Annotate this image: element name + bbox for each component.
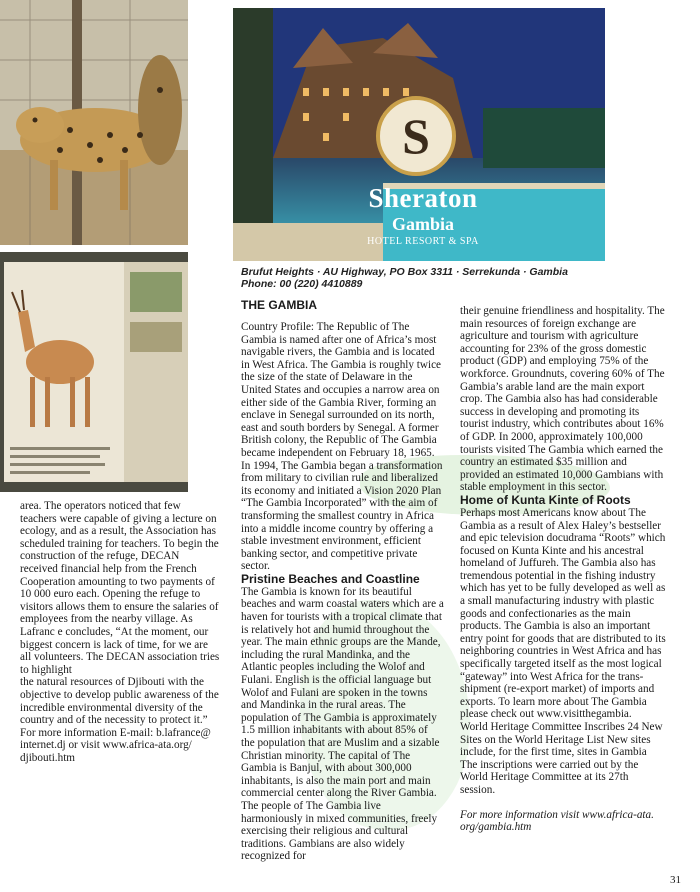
beaches-text: The Gambia is known for its beautiful beaches and warm coastal waters which are a haven for tourists with a tropical climate that is relatively hot and humid throughout the year. The main ethnic groups are the Mande, including the rural Mandinka, and the Atlantic peoples including the Wolof and Fulani. English is the official language but Wolof and Fulani are spoken in the towns and Mandinka in the rural areas. The population of The Gambia is approximately 1.5 million inhabitants with about 85% of the population that are Muslim and a sizable Christian minority. The capital of The Gambia is Banjul, with about 300,000 inhabitants, is also the main port and main commercial center along the River Gambia. The people of The Gambia live harmoniously in mixed communities, freely exercising their religious and cultural traditions. Gambians are also widely recognized for (241, 585, 444, 863)
left-paragraph: area. The operators noticed that few teachers were capable of giving a lecture on ecology, and as a result, the Association has scheduled training for teachers. To begin the construction of the refuge, DECAN received financial help from the French Cooperation amounting to two payments of 10 000 euro each. Opening the refuge to visitors allows them to ensure the salaries of employees from the nearby village. As Lafranc e concludes, “At the moment, our biggest concern is lack of time, for we are all volunteers. The DECAN association tries to highlight (20, 500, 220, 676)
middle-column (241, 299, 444, 863)
cheetah-icon (0, 0, 188, 245)
inscriptions-text: The inscriptions were carried out by the World Heritage Committee at its 27th session. (460, 758, 639, 796)
beaches-subhead: Pristine Beaches and Coastline (241, 571, 420, 586)
article-title: THE GAMBIA (241, 298, 317, 312)
ad-phone: Phone: 00 (220) 4410889 (241, 278, 363, 290)
right-column (460, 305, 666, 834)
more-info-link[interactable]: For more information visit www.africa-ata. org/gambia.htm (460, 808, 654, 834)
roots-text: Perhaps most Americans know about The Gambia as a result of Alex Haley’s bestseller and epic television docudrama “Roots” which focused on Kunta Kinte and his ancestral homeland of Juffureh. The Gambia also has tremendous potential in the fishing industry which has yet to be fully developed as well as a small manufacturing industry with plastic goods and confectionaries as the main products. The Gambia is also an important entry point for goods that are distributed to its neighboring countries in West Africa and has specifically targeted itself as the most logical “gateway” into West Africa for the trans-shipment (re-export market) of imports and exports. To learn more about The Gambia please check out www.visitthegambia. (460, 506, 666, 721)
country-profile: Country Profile: The Republic of The Gambia is named after one of Africa’s most navigable rivers, the Gambia and is located in West Africa. The Gambia is roughly twice the size of the state of Delaware in the United States and occupies a narrow area on either side of the Gambia River, forming an enclave in Senegal surrounded on its north, east and south borders by Senegal. A former British colony, the Republic of The Gambia became independent on February 18, 1965. In 1994, The Gambia began a transformation from military to civilian rule and liberalized its economy and initiated a Vision 2020 Plan “The Gambia Incorporated” with the aim of transforming the smallest country in Africa into a middle income country by offering a stable investment environment, efficient banking sector, and competitive private sector. (241, 321, 443, 573)
ad-address: Brufut Heights · AU Highway, PO Box 3311 · Serrekunda · Gambia (241, 266, 568, 278)
right-intro: their genuine friendliness and hospitality. The main resources of foreign exchange are agriculture and tourism with agriculture accounting for 23% of the gross domestic product (GDP) and employing 75% of the workforce. Groundnuts, covering 60% of The Gambia’s arable land are the main export crop. The Gambia also has had considerable success in developing and promoting its tourist industry, which contributes about 16% of GDP. In 2000, approximately 100,000 tourists visited The Gambia which earned the country an estimated $35 million and provided an estimated 10,000 Gambians with stable employment in this sector. (460, 305, 665, 494)
heritage-text: World Heritage Committee Inscribes 24 New Sites on the World Heritage List New sites include, for the first time, sites in Gambia (460, 721, 663, 759)
brand-tagline: HOTEL RESORT & SPA (367, 236, 479, 247)
brand-name: Sheraton (368, 183, 478, 213)
left-contact: For more information E-mail: b.lafrance@ internet.dj or visit www.africa-ata.org/ djibouti.htm (20, 726, 211, 764)
brand-location: Gambia (391, 214, 454, 234)
gazelle-icon (0, 252, 188, 492)
page-number: 31 (670, 874, 681, 886)
roots-subhead: Home of Kunta Kinte of Roots (460, 492, 631, 507)
left-paragraph-2: the natural resources of Djibouti with the objective to develop public awareness of the incredible environmental diversity of the country and of the necessity to protect it.” (20, 676, 219, 727)
sheraton-ad (233, 8, 605, 261)
sheraton-logo: S (376, 96, 456, 176)
gazelle-poster-photo (0, 252, 188, 492)
left-column (20, 500, 220, 764)
cheetah-photo (0, 0, 188, 245)
